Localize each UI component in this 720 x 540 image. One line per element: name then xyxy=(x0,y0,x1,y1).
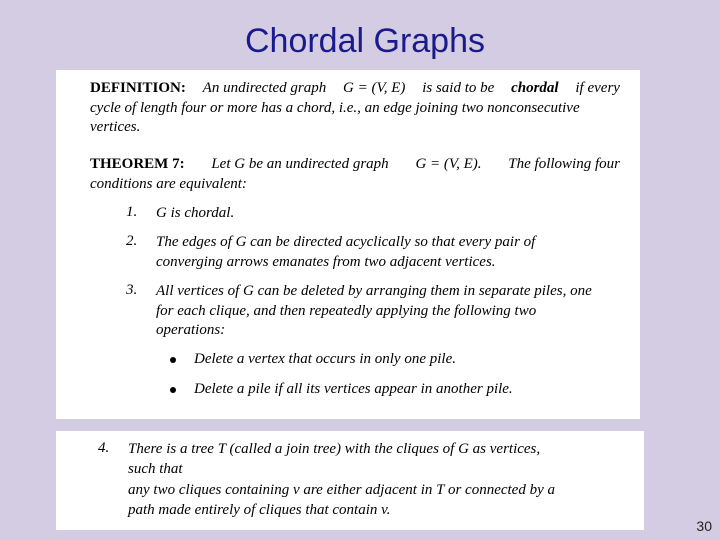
theorem-line-2: conditions are equivalent: xyxy=(90,176,247,192)
definition-chordal-term: chordal xyxy=(511,80,559,96)
definition-line-1 xyxy=(90,79,620,98)
bullet-1-marker xyxy=(170,357,176,363)
item-3-line-3: operations: xyxy=(156,322,226,338)
item-4-line-4: path made entirely of cliques that contain v. xyxy=(128,502,391,518)
slide-title: Chordal Graphs xyxy=(244,22,485,60)
definition-line-3: vertices. xyxy=(90,119,141,135)
theorem-gve: G = (V, E). xyxy=(415,156,482,172)
page-number: 30 xyxy=(696,518,712,534)
theorem-text-2: The following four xyxy=(508,156,620,172)
bullet-1-text: Delete a vertex that occurs in only one pile. xyxy=(194,351,456,367)
item-3-number: 3. xyxy=(126,282,138,298)
theorem-label: THEOREM 7: xyxy=(90,156,185,172)
definition-label: DEFINITION: xyxy=(90,80,186,96)
item-2-line-1: The edges of G can be directed acyclically so that every pair of xyxy=(156,234,536,250)
item-4-panel xyxy=(56,431,644,530)
item-4-number: 4. xyxy=(98,440,110,456)
definition-theorem-panel xyxy=(56,70,640,419)
definition-text-2: is said to be xyxy=(422,80,495,96)
item-3-line-2: for each clique, and then repeatedly applying the following two xyxy=(156,303,537,319)
definition-text-1: An undirected graph xyxy=(202,80,327,96)
definition-text-3: if every xyxy=(575,80,620,96)
bullet-2-text: Delete a pile if all its vertices appear in another pile. xyxy=(194,381,513,397)
definition-line-2: cycle of length four or more has a chord, i.e., an edge joining two nonconsecutive xyxy=(90,100,580,116)
item-1-number: 1. xyxy=(126,204,138,220)
item-2-number: 2. xyxy=(126,233,138,249)
item-4-line-3: any two cliques containing v are either adjacent in T or connected by a xyxy=(128,482,555,498)
theorem-line-1 xyxy=(90,155,620,174)
definition-gve: G = (V, E) xyxy=(343,80,406,96)
item-4-line-2: such that xyxy=(128,461,183,477)
bullet-2-marker xyxy=(170,387,176,393)
item-1-line-1: G is chordal. xyxy=(156,205,235,221)
item-3-line-1: All vertices of G can be deleted by arranging them in separate piles, one xyxy=(156,283,592,299)
item-2-line-2: converging arrows emanates from two adjacent vertices. xyxy=(156,254,496,270)
theorem-text-1: Let G be an undirected graph xyxy=(211,156,389,172)
item-4-line-1: There is a tree T (called a join tree) with the cliques of G as vertices, xyxy=(128,441,541,457)
